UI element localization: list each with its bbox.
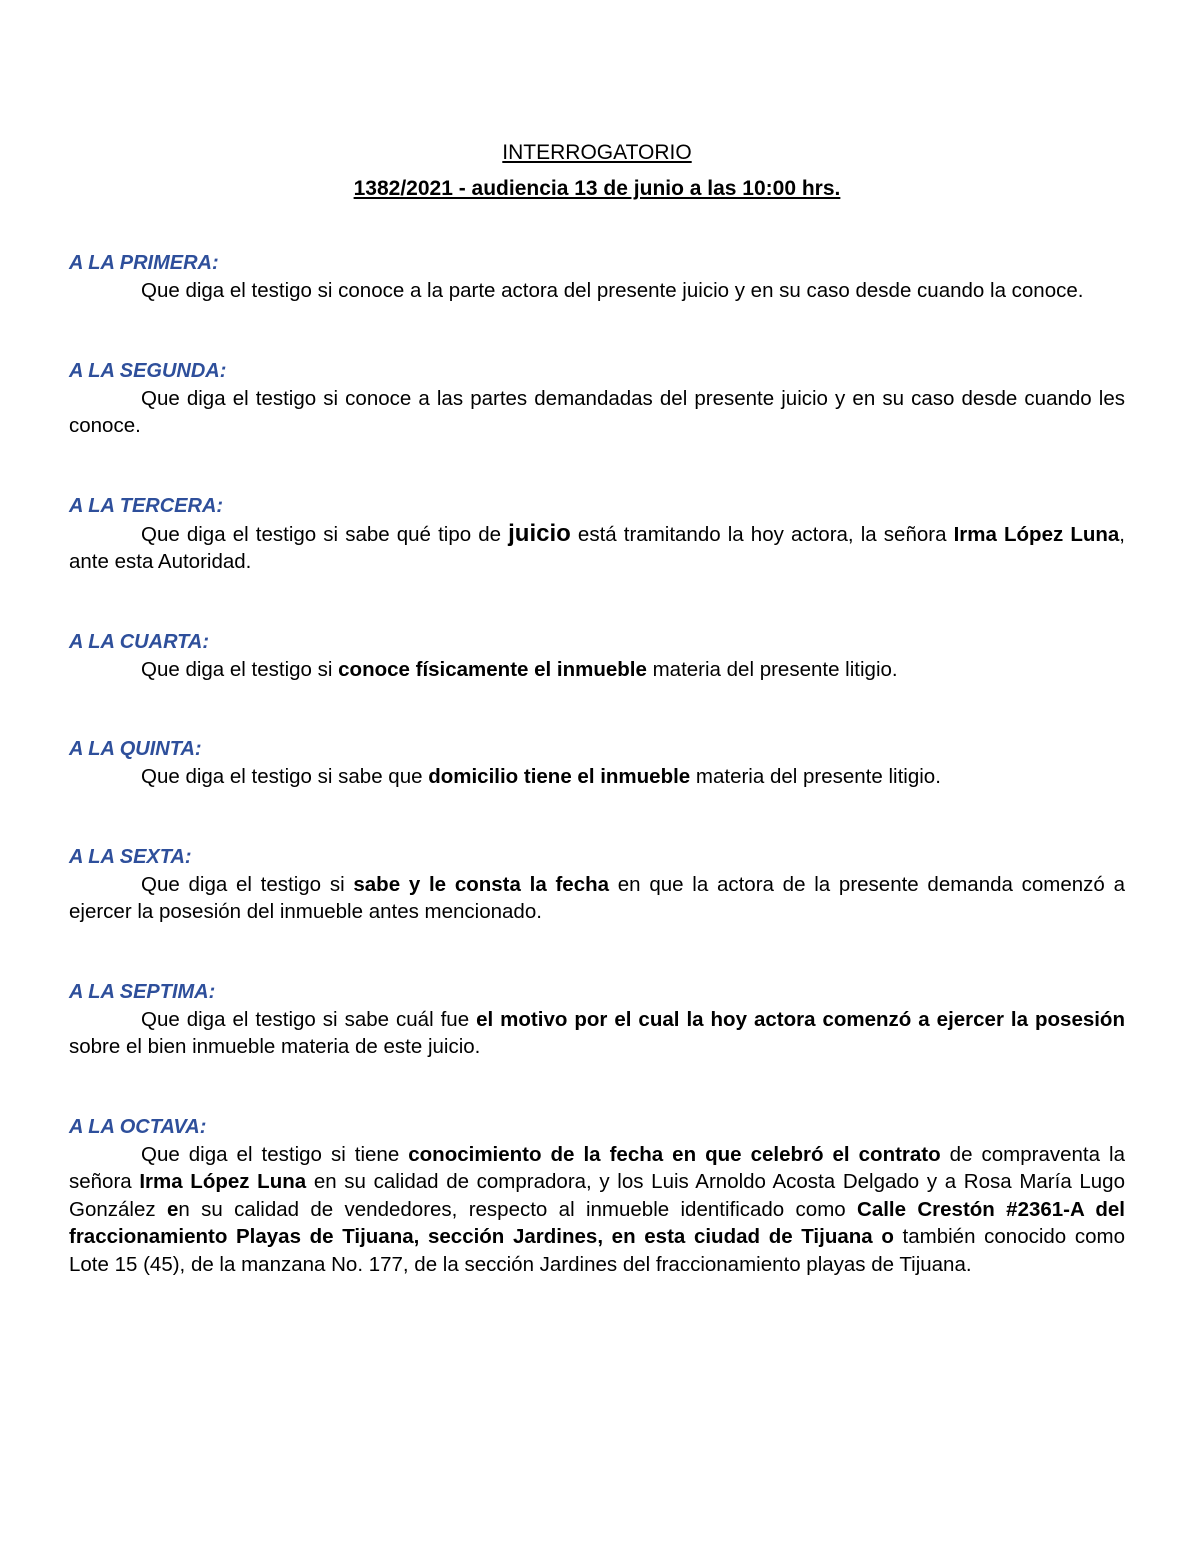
question-sexta bbox=[69, 844, 1125, 926]
bold-run: el motivo por el cual la hoy actora comenzó a ejercer la posesión bbox=[476, 1007, 1125, 1031]
text-run: sobre el bien inmueble materia de este juicio. bbox=[69, 1035, 481, 1058]
bold-run: sabe y le consta la fecha bbox=[353, 872, 610, 896]
text-run: de compraventa la señora bbox=[69, 1142, 1125, 1193]
document-title: INTERROGATORIO bbox=[502, 141, 692, 164]
text-run: Que diga el testigo si tiene bbox=[141, 1142, 409, 1166]
text-run: Que diga el testigo si sabe cuál fue bbox=[141, 1007, 477, 1031]
question-tercera bbox=[69, 493, 1125, 576]
question-text bbox=[69, 277, 1125, 305]
question-text bbox=[69, 656, 1125, 684]
bold-run: conocimiento de la fecha en que celebró el contrato bbox=[408, 1142, 941, 1166]
question-septima bbox=[69, 979, 1125, 1061]
document-subtitle: 1382/2021 - audiencia 13 de junio a las 10:00 hrs. bbox=[353, 177, 841, 200]
bold-run: conoce físicamente el inmueble bbox=[338, 657, 647, 681]
question-heading: A LA SEPTIMA: bbox=[69, 980, 216, 1003]
question-text bbox=[69, 763, 1125, 791]
question-octava bbox=[69, 1114, 1125, 1279]
question-text bbox=[69, 871, 1125, 926]
text-run: Que diga el testigo si conoce a las partes demandadas del presente juicio y en su caso desde cuando les conoce. bbox=[69, 386, 1125, 437]
bold-run: Irma López Luna bbox=[139, 1170, 307, 1193]
text-run: n su calidad de vendedores, respecto al inmueble identificado como bbox=[178, 1197, 858, 1221]
question-heading: A LA TERCERA: bbox=[69, 494, 224, 517]
question-quinta bbox=[69, 736, 1125, 791]
text-run: Que diga el testigo si bbox=[141, 872, 354, 896]
question-heading: A LA QUINTA: bbox=[69, 738, 202, 760]
question-heading: A LA PRIMERA: bbox=[69, 252, 219, 274]
text-run: está tramitando la hoy actora, la señora bbox=[570, 522, 954, 546]
question-heading: A LA SEXTA: bbox=[69, 845, 192, 868]
bold-run: domicilio tiene el inmueble bbox=[428, 765, 691, 788]
question-text bbox=[69, 1141, 1125, 1279]
text-run: Que diga el testigo si sabe que bbox=[141, 765, 429, 788]
text-run: Que diga el testigo si conoce a la parte actora del presente juicio y en su caso desde cuando la conoce. bbox=[141, 279, 1084, 302]
question-heading: A LA OCTAVA: bbox=[69, 1115, 207, 1138]
question-cuarta bbox=[69, 629, 1125, 684]
text-run: materia del presente litigio. bbox=[646, 657, 898, 681]
text-run: , ante esta Autoridad. bbox=[69, 522, 1125, 573]
question-text bbox=[69, 520, 1125, 576]
text-run: Que diga el testigo si bbox=[141, 657, 339, 681]
question-text bbox=[69, 1006, 1125, 1061]
text-run: en su calidad de compradora, y los Luis Arnoldo Acosta Delgado y a Rosa María Lugo González bbox=[69, 1170, 1125, 1221]
text-run: Que diga el testigo si sabe qué tipo de bbox=[141, 522, 509, 546]
question-heading: A LA SEGUNDA: bbox=[69, 359, 227, 382]
bold-run: Calle Crestón #2361-A del fraccionamiento Playas de Tijuana, sección Jardines, en esta ciudad de Tijuana o bbox=[69, 1197, 1125, 1248]
bold-run: juicio bbox=[508, 519, 571, 547]
question-text bbox=[69, 385, 1125, 440]
document-page bbox=[69, 138, 1125, 1278]
text-run: también conocido como Lote 15 (45), de la manzana No. 177, de la sección Jardines del fraccionamiento playas de Tijuana. bbox=[69, 1225, 1125, 1276]
question-primera bbox=[69, 250, 1125, 305]
question-segunda bbox=[69, 358, 1125, 440]
bold-run: Irma López Luna bbox=[953, 522, 1120, 546]
bold-run: e bbox=[166, 1197, 179, 1221]
text-run: materia del presente litigio. bbox=[690, 765, 941, 788]
question-heading: A LA CUARTA: bbox=[69, 630, 209, 653]
text-run: en que la actora de la presente demanda comenzó a ejercer la posesión del inmueble antes mencionado. bbox=[69, 872, 1125, 923]
